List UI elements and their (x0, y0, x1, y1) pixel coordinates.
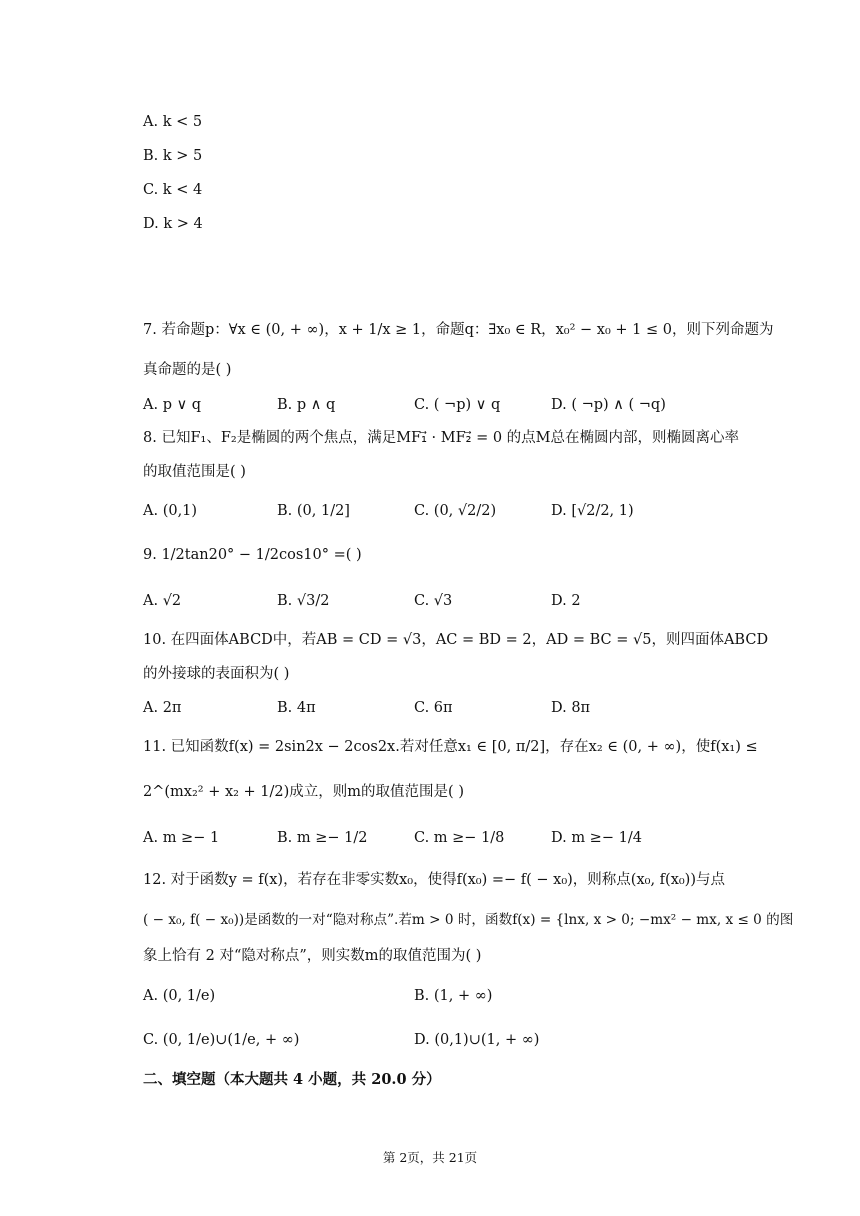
q8-option-b: B. (0, 1/2] (277, 503, 350, 519)
q9-option-b: B. √3/2 (277, 593, 330, 609)
q8-stem-line2: 的取值范围是( ) (143, 464, 246, 480)
q8-option-a: A. (0,1) (143, 503, 198, 519)
q10-option-a: A. 2π (143, 700, 182, 716)
q7-option-a: A. p ∨ q (143, 397, 202, 413)
q8-option-c: C. (0, √2/2) (414, 503, 497, 519)
q11-option-d: D. m ≥− 1/4 (551, 830, 642, 846)
q7-option-c: C. ( ¬p) ∨ q (414, 397, 501, 413)
q9-option-d: D. 2 (551, 593, 581, 609)
q7-stem-line1: 7. 若命题p：∀x ∈ (0, + ∞)，x + 1/x ≥ 1，命题q：∃x₀ ∈ R，x₀² − x₀ + 1 ≤ 0，则下列命题为 (143, 322, 774, 338)
q6-option-a: A. k < 5 (143, 114, 203, 130)
q12-option-d: D. (0,1)∪(1, + ∞) (414, 1032, 540, 1048)
q8-option-d: D. [√2/2, 1) (551, 503, 634, 519)
q6-option-d: D. k > 4 (143, 216, 203, 232)
q12-option-c: C. (0, 1/e)∪(1/e, + ∞) (143, 1032, 300, 1048)
page-footer: 第 2页，共 21页 (382, 1150, 478, 1165)
section-heading: 二、填空题（本大题共 4 小题，共 20.0 分） (143, 1071, 441, 1088)
q10-stem-line1: 10. 在四面体ABCD中，若AB = CD = √3，AC = BD = 2，AD = BC = √5，则四面体ABCD (143, 632, 769, 648)
q11-option-a: A. m ≥− 1 (143, 830, 220, 846)
q12-option-a: A. (0, 1/e) (143, 988, 216, 1004)
q12-option-b: B. (1, + ∞) (414, 988, 493, 1004)
q11-stem-line2: 2^(mx₂² + x₂ + 1/2)成立，则m的取值范围是( ) (143, 784, 464, 800)
q10-option-b: B. 4π (277, 700, 316, 716)
q12-stem-line1: 12. 对于函数y = f(x)，若存在非零实数x₀，使得f(x₀) =− f( − x₀)，则称点(x₀, f(x₀))与点 (143, 872, 725, 888)
q12-stem-line3: 象上恰有 2 对“隐对称点”，则实数m的取值范围为( ) (143, 948, 482, 964)
q12-stem-line2: ( − x₀, f( − x₀))是函数的一对“隐对称点”.若m > 0 时，函数f(x) = {lnx, x > 0; −mx² − mx, x ≤ 0 的图 (143, 912, 794, 928)
q10-stem-line2: 的外接球的表面积为( ) (143, 666, 290, 682)
q9-stem: 9. 1/2tan20° − 1/2cos10° =( ) (143, 547, 362, 563)
q8-stem-line1: 8. 已知F₁、F₂是椭圆的两个焦点，满足MF₁⃗ · MF₂⃗ = 0 的点M总在椭圆内部，则椭圆离心率 (143, 430, 740, 446)
q7-stem-line2: 真命题的是( ) (143, 362, 232, 378)
q6-option-b: B. k > 5 (143, 148, 203, 164)
q9-option-a: A. √2 (143, 593, 182, 609)
q6-option-c: C. k < 4 (143, 182, 203, 198)
q11-stem-line1: 11. 已知函数f(x) = 2sin2x − 2cos2x.若对任意x₁ ∈ [0, π/2]，存在x₂ ∈ (0, + ∞)，使f(x₁) ≤ (143, 739, 758, 755)
q10-option-c: C. 6π (414, 700, 453, 716)
q11-option-c: C. m ≥− 1/8 (414, 830, 505, 846)
q11-option-b: B. m ≥− 1/2 (277, 830, 368, 846)
q7-option-b: B. p ∧ q (277, 397, 336, 413)
q7-option-d: D. ( ¬p) ∧ ( ¬q) (551, 397, 666, 413)
q9-option-c: C. √3 (414, 593, 453, 609)
q10-option-d: D. 8π (551, 700, 591, 716)
